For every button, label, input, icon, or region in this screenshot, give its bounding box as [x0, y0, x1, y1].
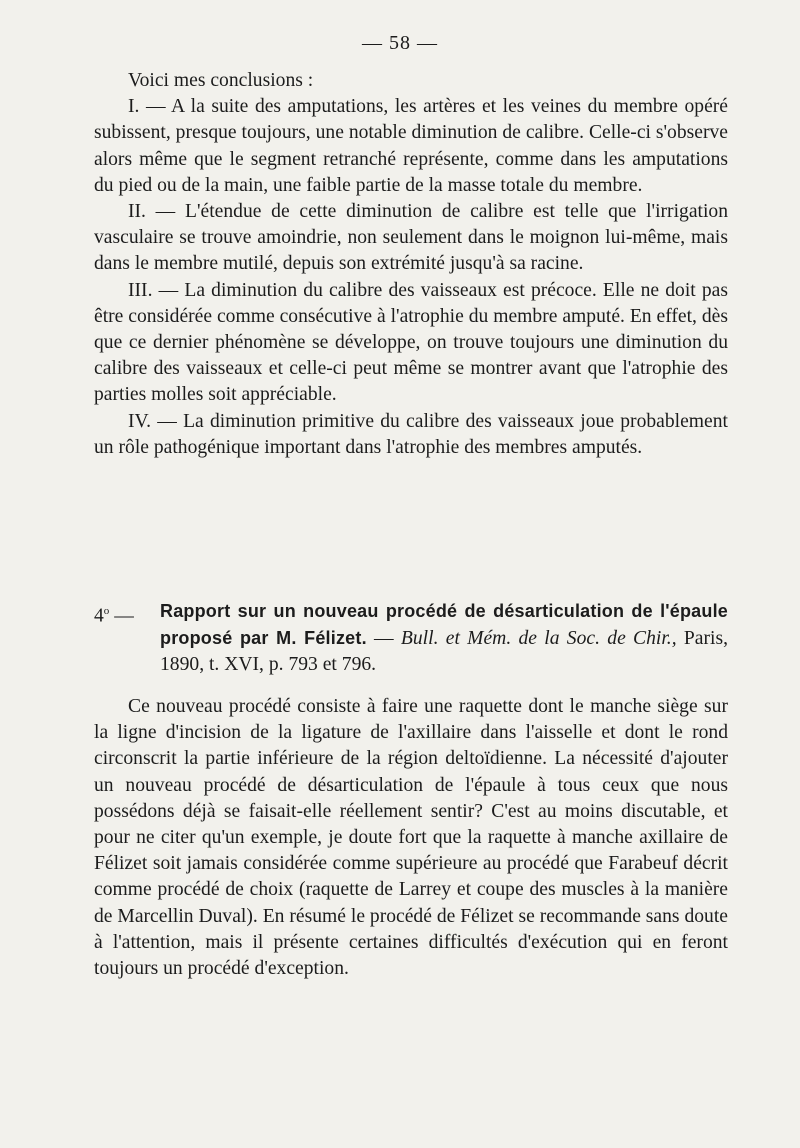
reference-number-digit: 4 — [94, 605, 104, 627]
reference-number — [94, 598, 160, 679]
commentary-paragraph: Ce nouveau procédé consiste à faire une raquette dont le manche siège sur la ligne d'incision de la ligature de l'axillaire dans l'aisselle et dont le rond circonscrit la partie inférieure de la région deltoïdienne. La nécessité d'ajouter un nouveau procédé de désarticulation de l'épaule à tous ceux que nous possédons déjà se faisait-elle réellement sentir? C'est au moins discutable, et pour ne citer qu'un exemple, je doute fort que la raquette à manche axillaire de Félizet soit jamais considérée comme supérieure au procédé que Farabeuf décrit comme procédé de choix (raquette de Larrey et coupe des muscles à la manière de Marcellin Duval). En résumé le procédé de Félizet se recommande sans doute à l'attention, mais il présente certaines difficultés d'exécution qui en feront toujours un procédé d'exception. — [94, 696, 728, 980]
reference-body — [160, 598, 728, 679]
conclusion-paragraph-1: I. — A la suite des amputations, les artères et les veines du membre opéré subissent, presque toujours, une notable diminution de calibre. Celle-ci s'observe alors même que le segment retranché représente, comme dans les amputations du pied ou de la main, une faible partie de la masse totale du membre. — [94, 96, 728, 196]
conclusion-paragraph-4: IV. — La diminution primitive du calibre des vaisseaux joue probablement un rôle pathogénique important dans l'atrophie des membres amputés. — [94, 410, 728, 458]
conclusions-section — [94, 68, 728, 461]
conclusion-paragraph-2: II. — L'étendue de cette diminution de calibre est telle que l'irrigation vasculaire se trouve amoindrie, non seulement dans le moignon lui-même, mais dans le membre mutilé, depuis son extrémité jusqu'à sa racine. — [94, 201, 728, 275]
reference-title: Rapport sur un nouveau procédé de désarticulation de l'épaule proposé par M. Félizet. — [160, 601, 728, 649]
reference-separator: — — [374, 628, 394, 650]
conclusions-intro: Voici mes conclusions : — [128, 70, 314, 91]
reference-journal: Bull. et Mém. de la Soc. de Chir., — [400, 628, 677, 650]
reference-details: Paris, 1890, t. XVI, p. 793 et 796. — [160, 628, 728, 676]
commentary-section — [94, 694, 728, 982]
conclusion-paragraph-3: III. — La diminution du calibre des vaisseaux est précoce. Elle ne doit pas être considérée comme consécutive à l'atrophie du membre amputé. En effet, dès que ce dernier phénomène se développe, on trouve toujours une diminution du calibre des vaisseaux et celle-ci peut même se montrer avant que l'atrophie des parties molles soit appréciable. — [94, 279, 728, 406]
page-number: — 58 — — [362, 32, 438, 54]
reference-entry — [94, 598, 728, 679]
reference-dash: — — [114, 605, 134, 627]
reference-number-suffix: o — [103, 605, 110, 617]
